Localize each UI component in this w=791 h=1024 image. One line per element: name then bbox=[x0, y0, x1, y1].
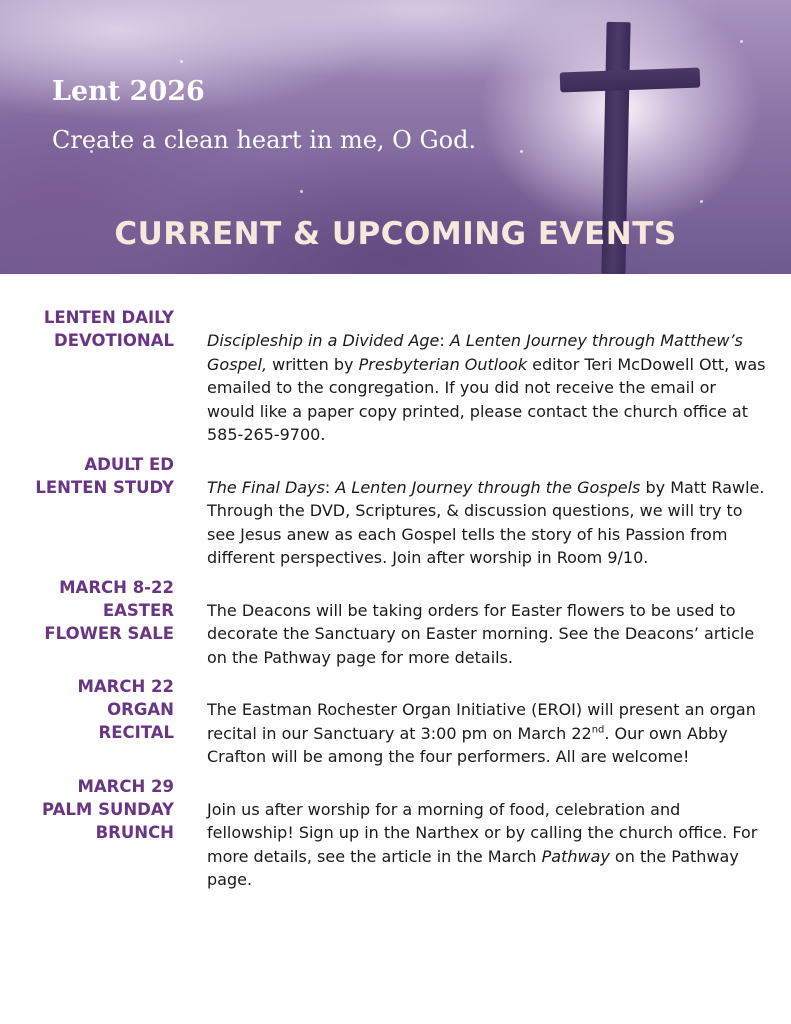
description-text: The Eastman Rochester Organ Initiative (EROI) will present an organ recital in our Sanctuary at 3:00 pm on March 22 bbox=[207, 700, 756, 743]
event-description bbox=[207, 576, 767, 670]
event-item bbox=[0, 775, 791, 892]
event-label-line: RECITAL bbox=[98, 723, 174, 742]
event-item bbox=[0, 306, 791, 447]
verse-subtitle: Create a clean heart in me, O God. bbox=[52, 126, 477, 154]
event-label-line: EASTER bbox=[102, 600, 174, 620]
event-label bbox=[0, 576, 174, 670]
event-label-line: MARCH 22 bbox=[77, 677, 174, 696]
paint-speck bbox=[700, 200, 703, 203]
event-label-line: ADULT ED bbox=[84, 454, 174, 474]
event-label bbox=[0, 675, 174, 769]
event-label-line: MARCH 8-22 bbox=[59, 577, 174, 597]
event-label bbox=[0, 775, 174, 892]
paint-speck bbox=[300, 190, 303, 193]
header-banner bbox=[0, 0, 791, 274]
event-label bbox=[0, 453, 174, 570]
event-label bbox=[0, 306, 174, 447]
event-item bbox=[0, 576, 791, 670]
events-list bbox=[0, 306, 791, 898]
event-label-line: FLOWER SALE bbox=[44, 623, 174, 643]
italic-title: Presbyterian Outlook bbox=[358, 354, 528, 374]
description-text: Join us after worship for a morning of food, celebration and fellowship! Sign up in the Narthex or by calling the church office. For more details, see the article in the March bbox=[207, 799, 758, 866]
event-label-line: LENTEN DAILY bbox=[43, 308, 174, 327]
event-description bbox=[207, 675, 767, 769]
paint-speck bbox=[520, 150, 523, 153]
description-text: by Matt Rawle. Through the DVD, Scriptures, & discussion questions, we will try to see Jesus anew as each Gospel tells the story of his Passion from different perspectives. Join after worship in Room 9/10. bbox=[207, 477, 765, 567]
event-label-line: LENTEN STUDY bbox=[35, 477, 174, 497]
event-description bbox=[207, 453, 767, 570]
event-description bbox=[207, 775, 767, 892]
description-text: . Our own Abby Crafton will be among the four performers. All are welcome! bbox=[207, 723, 728, 766]
italic-title: A Lenten Journey through Matthew’s Gospel, bbox=[207, 331, 743, 374]
event-item bbox=[0, 453, 791, 570]
paint-speck bbox=[740, 40, 743, 43]
description-text: on the Pathway page. bbox=[207, 846, 739, 889]
description-text: written by bbox=[267, 354, 359, 374]
italic-title: The Final Days bbox=[207, 477, 325, 497]
description-text: : bbox=[324, 477, 336, 497]
description-text: The Deacons will be taking orders for Easter flowers to be used to decorate the Sanctuary on Easter morning. See the Deacons’ article on the Pathway page for more details. bbox=[207, 600, 755, 667]
year-title: Lent 2026 bbox=[52, 76, 205, 107]
event-description bbox=[207, 306, 767, 447]
description-text: : bbox=[439, 331, 450, 350]
italic-title: Pathway bbox=[541, 846, 610, 866]
paint-speck bbox=[180, 60, 183, 63]
event-label-line: BRUNCH bbox=[95, 822, 174, 842]
event-label-line: PALM SUNDAY bbox=[42, 799, 174, 819]
italic-title: A Lenten Journey through the Gospels bbox=[335, 477, 641, 497]
event-label-line: MARCH 29 bbox=[77, 776, 174, 796]
events-heading: CURRENT & UPCOMING EVENTS bbox=[114, 216, 677, 252]
event-item bbox=[0, 675, 791, 769]
event-label-line: DEVOTIONAL bbox=[54, 331, 174, 350]
ordinal-suffix: nd bbox=[591, 724, 605, 736]
italic-title: Discipleship in a Divided Age bbox=[207, 331, 440, 350]
event-label-line: ORGAN bbox=[107, 700, 174, 719]
description-text: editor Teri McDowell Ott, was emailed to the congregation. If you did not receive the email or would like a paper copy printed, please contact the church office at 585-265-9700. bbox=[207, 354, 766, 444]
